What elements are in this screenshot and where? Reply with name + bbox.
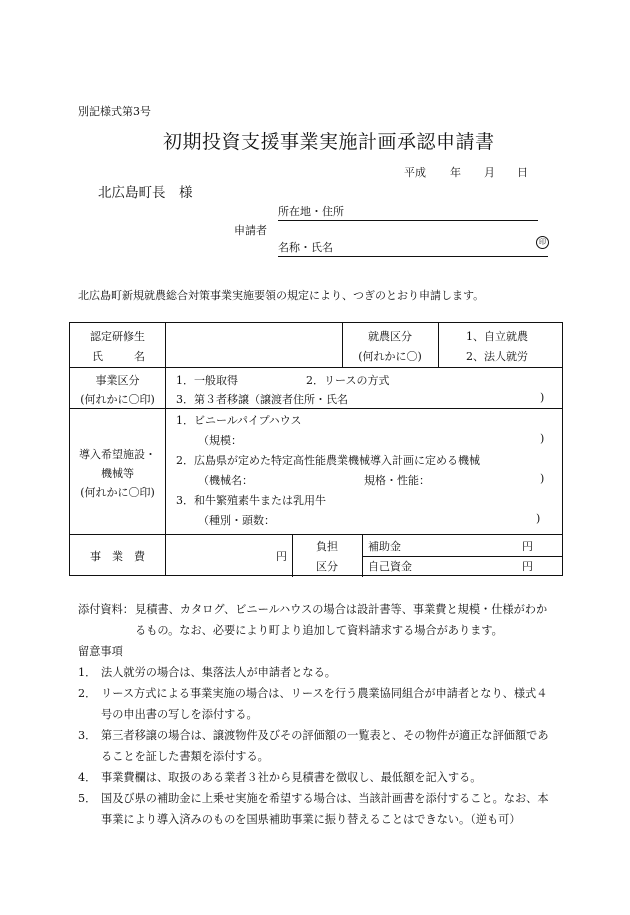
facility-label-1: 導入希望施設・ — [79, 448, 156, 461]
application-table — [69, 322, 563, 576]
note-text: 国及び県の補助金に上乗せ実施を希望する場合は、当該計画書を添付すること。なお、本 — [101, 792, 549, 805]
attachments-line-1: 見積書、カタログ、ビニールハウスの場合は設計書等、事業費と規模・仕様がわか — [135, 603, 548, 616]
burden-label-1: 負担 — [316, 540, 338, 553]
paren-close-machine: ) — [540, 472, 545, 485]
facility-option-cattle[interactable]: 3．和牛繁殖素牛または乳用牛 — [176, 494, 326, 507]
paren-close-cattle: ) — [536, 512, 541, 525]
facility-machine-name[interactable]: （機械名： — [198, 474, 253, 487]
project-option-general[interactable]: 1．一般取得 — [176, 374, 238, 387]
note-num: 2． — [78, 687, 97, 700]
cost-label: 事 業 費 — [90, 550, 145, 563]
note-text: 法人就労の場合は、集落法人が申請者となる。 — [101, 666, 336, 679]
own-funds-yen: 円 — [522, 560, 533, 573]
farm-type-note: (何れかに〇) — [358, 350, 422, 363]
note-text: 事業費欄は、取扱のある業者３社から見積書を徴収し、最低額を記入する。 — [101, 771, 482, 784]
note-text: リース方式による事業実施の場合は、リースを行う農業協同組合が申請者となり、様式４ — [101, 687, 548, 700]
name-label-1: 氏 — [92, 350, 103, 363]
name-label: 名称・氏名 — [278, 241, 333, 254]
farm-type-label: 就農区分 — [368, 330, 412, 343]
attachments-label: 添付資料： — [78, 603, 134, 616]
name-field[interactable] — [278, 239, 548, 257]
form-number: 別記様式第3号 — [78, 105, 151, 118]
addressee: 北広島町長 様 — [98, 185, 193, 201]
page-title: 初期投資支援事業実施計画承認申請書 — [163, 131, 495, 153]
note-text: 号の申出書の写しを添付する。 — [101, 708, 258, 721]
burden-label-2: 区分 — [316, 560, 338, 573]
project-option-transfer[interactable]: 3．第３者移譲（譲渡者住所・氏名 — [176, 393, 348, 406]
note-num: 4． — [78, 771, 97, 784]
project-type-label: 事業区分 — [95, 374, 140, 387]
note-num: 5． — [78, 792, 97, 805]
name-label-2: 名 — [134, 350, 145, 363]
note-num: 1． — [78, 666, 97, 679]
subsidy-label: 補助金 — [368, 540, 401, 553]
address-field[interactable] — [278, 203, 538, 221]
applicant-label: 申請者 — [234, 224, 267, 237]
facility-note: (何れかに〇印) — [80, 486, 155, 499]
cost-yen: 円 — [276, 550, 287, 563]
note-text: 事業により導入済みのものを国県補助事業に振り替えることはできない。（逆も可） — [101, 813, 521, 826]
note-text: 第三者移譲の場合は、譲渡物件及びその評価額の一覧表と、その物件が適正な評価額であ — [101, 729, 549, 742]
intro-text: 北広島町新規就農総合対策事業実施要領の規定により、つぎのとおり申請します。 — [78, 289, 485, 302]
facility-cattle-type[interactable]: （種別・頭数： — [198, 514, 275, 527]
own-funds-label: 自己資金 — [368, 560, 412, 573]
date-month: 月 — [484, 166, 495, 179]
project-option-lease[interactable]: 2．リースの方式 — [306, 374, 390, 387]
subsidy-yen: 円 — [522, 540, 533, 553]
cost-input[interactable] — [166, 535, 291, 576]
facility-option-machinery[interactable]: 2．広島県が定めた特定高性能農業機械導入計画に定める機械 — [176, 454, 480, 467]
date-day: 日 — [517, 166, 528, 179]
note-num: 3． — [78, 729, 97, 742]
notes-title: 留意事項 — [78, 645, 123, 658]
farm-option-independent[interactable]: 1、自立就農 — [466, 330, 528, 343]
facility-label-2: 機械等 — [101, 467, 134, 480]
facility-option-greenhouse[interactable]: 1．ビニールパイプハウス — [176, 414, 302, 427]
attachments-line-2: るもの。なお、必要により町より追加して資料請求する場合があります。 — [135, 624, 503, 637]
trainee-label: 認定研修生 — [90, 330, 145, 343]
address-label: 所在地・住所 — [278, 205, 344, 218]
seal-mark: 印 — [536, 236, 549, 249]
date-year: 年 — [450, 166, 461, 179]
date-era: 平成 — [404, 166, 426, 179]
note-text: ることを証した書類を添付する。 — [101, 750, 269, 763]
farm-option-corporate[interactable]: 2、法人就労 — [466, 350, 528, 363]
trainee-name-input[interactable] — [166, 324, 341, 366]
project-type-note: (何れかに〇印) — [80, 393, 155, 406]
paren-close-transfer: ) — [540, 391, 545, 404]
facility-greenhouse-scale[interactable]: （規模： — [198, 434, 242, 447]
facility-machine-spec[interactable]: 規格・性能： — [364, 474, 430, 487]
paren-close-scale: ) — [540, 432, 545, 445]
